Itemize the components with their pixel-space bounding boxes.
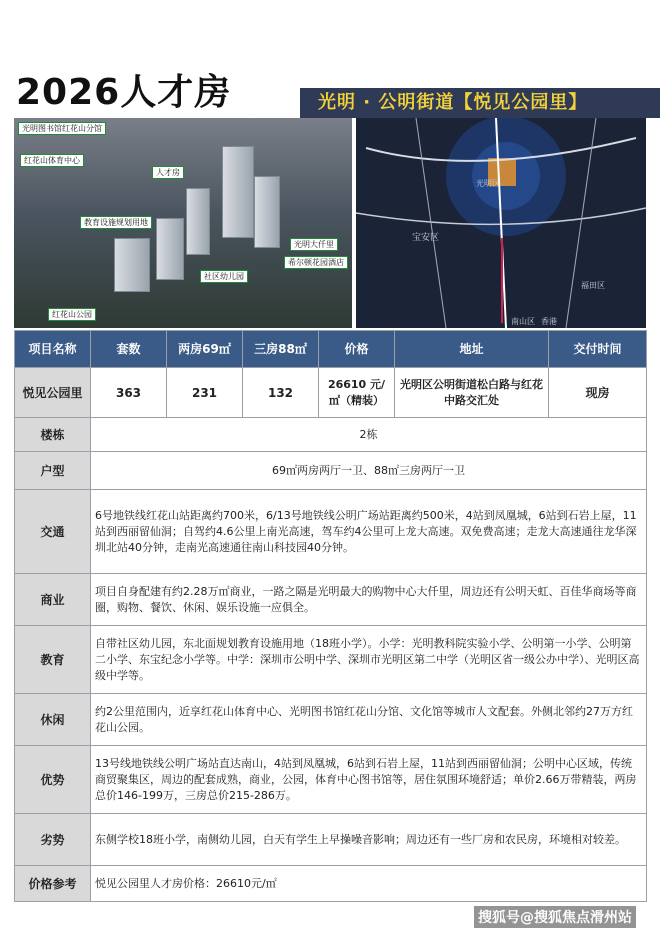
row-label: 优势 bbox=[15, 746, 91, 814]
three-bedroom-cell: 132 bbox=[243, 368, 319, 418]
map-graphic bbox=[356, 118, 646, 328]
page-title: 2026人才房 bbox=[16, 72, 232, 113]
map-label: 宝安区 bbox=[412, 233, 440, 243]
tower-5 bbox=[114, 238, 150, 292]
header bbox=[0, 0, 660, 118]
column-header: 地址 bbox=[395, 331, 549, 368]
column-header: 三房88㎡ bbox=[243, 331, 319, 368]
row-label: 教育 bbox=[15, 626, 91, 694]
map-label: 香港 bbox=[541, 317, 557, 326]
photo-label: 社区幼儿园 bbox=[200, 270, 248, 283]
row-content: 东侧学校18班小学，南侧幼儿园，白天有学生上早操噪音影响；周边还有一些厂房和农民房，环境相对较差。 bbox=[91, 814, 647, 866]
column-header: 价格 bbox=[319, 331, 395, 368]
column-header: 项目名称 bbox=[15, 331, 91, 368]
page-subtitle: 光明 · 公明街道【悦见公园里】 bbox=[318, 92, 588, 113]
row-label: 休闲 bbox=[15, 694, 91, 746]
row-label: 交通 bbox=[15, 490, 91, 574]
map-label: 南山区 bbox=[511, 317, 535, 326]
photo-label: 红花山公园 bbox=[48, 308, 96, 321]
row-content: 悦见公园里人才房价格：26610元/㎡ bbox=[91, 866, 647, 902]
column-header: 交付时间 bbox=[549, 331, 647, 368]
table-row bbox=[15, 574, 647, 626]
photo-label: 光明大仟里 bbox=[290, 238, 338, 251]
row-label: 劣势 bbox=[15, 814, 91, 866]
row-content: 项目自身配建有约2.28万㎡商业，一路之隔是光明最大的购物中心大仟里，周边还有公明天虹、百佳华商场等商圈，购物、餐饮、休闲、娱乐设施一应俱全。 bbox=[91, 574, 647, 626]
info-table bbox=[14, 330, 647, 902]
address-cell: 光明区公明街道松白路与红花中路交汇处 bbox=[395, 368, 549, 418]
tower-4 bbox=[156, 218, 184, 280]
table-row bbox=[15, 746, 647, 814]
table-row bbox=[15, 866, 647, 902]
project-name-cell: 悦见公园里 bbox=[15, 368, 91, 418]
row-label: 户型 bbox=[15, 452, 91, 490]
watermark: 搜狐号@搜狐焦点滑州站 bbox=[474, 906, 636, 928]
delivery-cell: 现房 bbox=[549, 368, 647, 418]
row-content: 13号线地铁线公明广场站直达南山，4站到凤凰城，6站到石岩上屋，11站到西丽留仙洞；公明中心区域，传统商贸聚集区，周边的配套成熟，商业，公园，体育中心图书馆等，居住氛围环境舒适；单价2.66万带精装，两房总价146-199万，三房总价215-286万。 bbox=[91, 746, 647, 814]
aerial-photo bbox=[14, 118, 352, 328]
tower-3 bbox=[186, 188, 210, 255]
row-content: 69㎡两房两厅一卫、88㎡三房两厅一卫 bbox=[91, 452, 647, 490]
map-label: 光明区 bbox=[476, 179, 500, 188]
table-row bbox=[15, 814, 647, 866]
map-label: 福田区 bbox=[581, 281, 605, 290]
tower-2 bbox=[254, 176, 280, 248]
row-label: 楼栋 bbox=[15, 418, 91, 452]
row-content: 2栋 bbox=[91, 418, 647, 452]
column-header: 套数 bbox=[91, 331, 167, 368]
row-content: 约2公里范围内，近享红花山体育中心、光明图书馆红花山分馆、文化馆等城市人文配套。外侧北邻约27万方红花山公园。 bbox=[91, 694, 647, 746]
photo-label: 光明图书馆红花山分馆 bbox=[18, 122, 106, 135]
row-label: 价格参考 bbox=[15, 866, 91, 902]
photo-label: 教育设施规划用地 bbox=[80, 216, 152, 229]
table-header-row bbox=[15, 331, 647, 368]
photo-label: 希尔顿花园酒店 bbox=[284, 256, 348, 269]
table-row bbox=[15, 368, 647, 418]
table-row bbox=[15, 452, 647, 490]
table-row bbox=[15, 418, 647, 452]
row-content: 自带社区幼儿园，东北面规划教育设施用地（18班小学）。小学：光明教科院实验小学、公明第一小学、公明第二小学、东宝纪念小学等。中学：深圳市公明中学、深圳市光明区第二中学（光明区省一级公办中学）、光明区高级中学等。 bbox=[91, 626, 647, 694]
table-row bbox=[15, 490, 647, 574]
column-header: 两房69㎡ bbox=[167, 331, 243, 368]
table-row bbox=[15, 694, 647, 746]
tower-1 bbox=[222, 146, 254, 238]
price-cell: 26610 元/㎡（精装） bbox=[319, 368, 395, 418]
location-map bbox=[356, 118, 646, 328]
row-content: 6号地铁线红花山站距离约700米，6/13号地铁线公明广场站距离约500米，4站到凤凰城，6站到石岩上屋，11站到西丽留仙洞；自驾约4.6公里上南光高速，驾车约4公里可上龙大高速。双免费高速；走龙大高速通往龙华深圳北站40分钟，走南光高速通往南山科技园40分钟。 bbox=[91, 490, 647, 574]
table-row bbox=[15, 626, 647, 694]
unit-count-cell: 363 bbox=[91, 368, 167, 418]
two-bedroom-cell: 231 bbox=[167, 368, 243, 418]
photo-label: 人才房 bbox=[152, 166, 184, 179]
row-label: 商业 bbox=[15, 574, 91, 626]
photo-label: 红花山体育中心 bbox=[20, 154, 84, 167]
